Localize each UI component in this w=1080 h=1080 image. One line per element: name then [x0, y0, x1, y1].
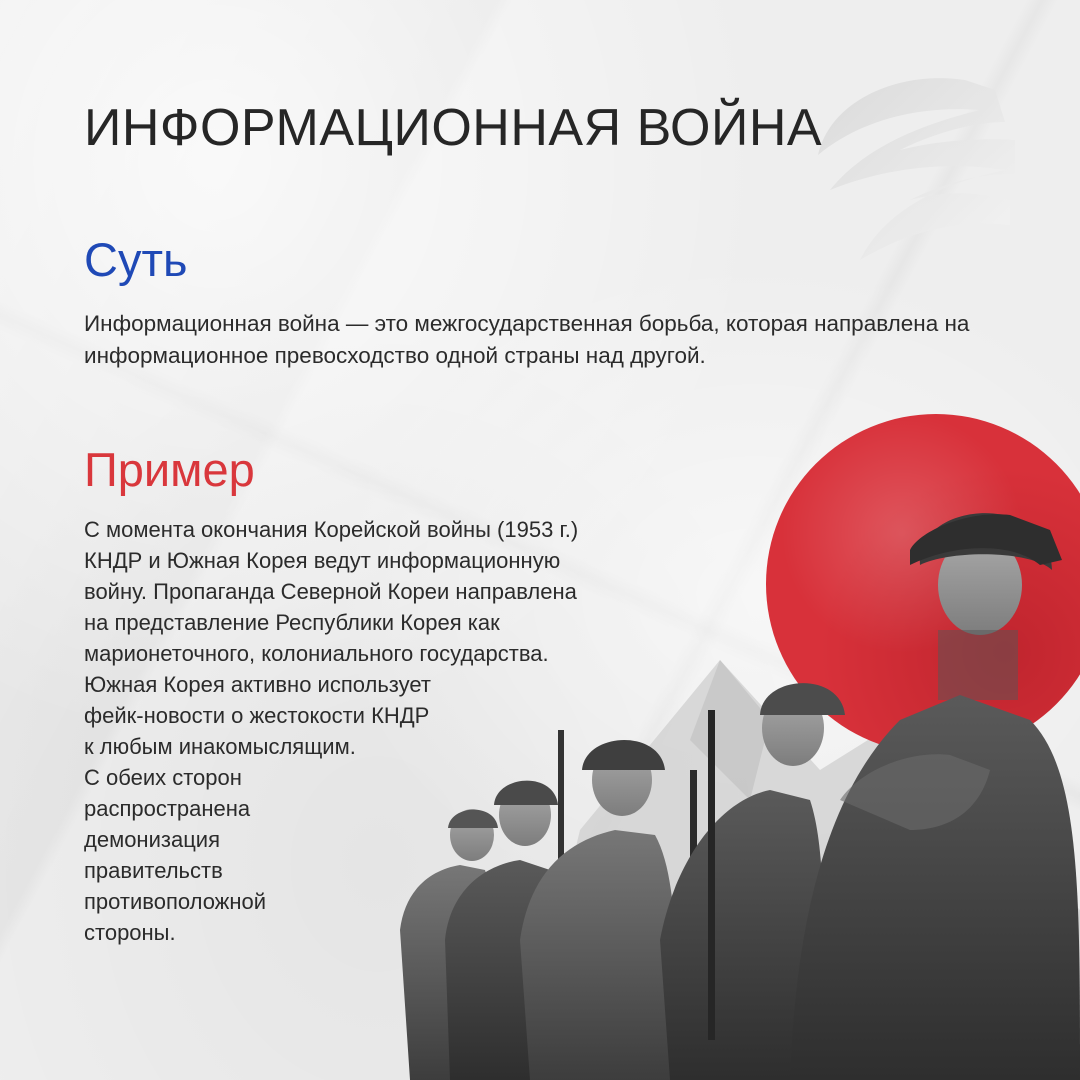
example-heading: Пример: [84, 443, 255, 496]
page-title: ИНФОРМАЦИОННАЯ ВОЙНА: [84, 99, 823, 157]
example-line: к любым инакомыслящим.: [84, 734, 356, 759]
example-line: правительств: [84, 858, 223, 883]
example-paragraph: [84, 514, 578, 948]
example-line: на представление Республики Корея как: [84, 610, 500, 635]
example-line: марионеточного, колониального государства.: [84, 641, 549, 666]
example-line: войну. Пропаганда Северной Кореи направлена: [84, 579, 577, 604]
example-line: демонизация: [84, 827, 220, 852]
example-line: С момента окончания Корейской войны (1953 г.): [84, 517, 579, 542]
example-line: фейк-новости о жестокости КНДР: [84, 703, 430, 728]
swirl-logo-icon: [790, 60, 1020, 290]
example-line: КНДР и Южная Корея ведут информационную: [84, 548, 561, 573]
essence-paragraph: Информационная война — это межгосударственная борьба, которая направлена на информационное превосходство одной страны над другой.: [84, 311, 970, 368]
essence-heading: Суть: [84, 233, 188, 286]
example-line: стороны.: [84, 920, 176, 945]
example-line: противоположной: [84, 889, 267, 914]
example-line: Южная Корея активно использует: [84, 672, 431, 697]
example-line: распространена: [84, 796, 251, 821]
example-line: С обеих сторон: [84, 765, 242, 790]
